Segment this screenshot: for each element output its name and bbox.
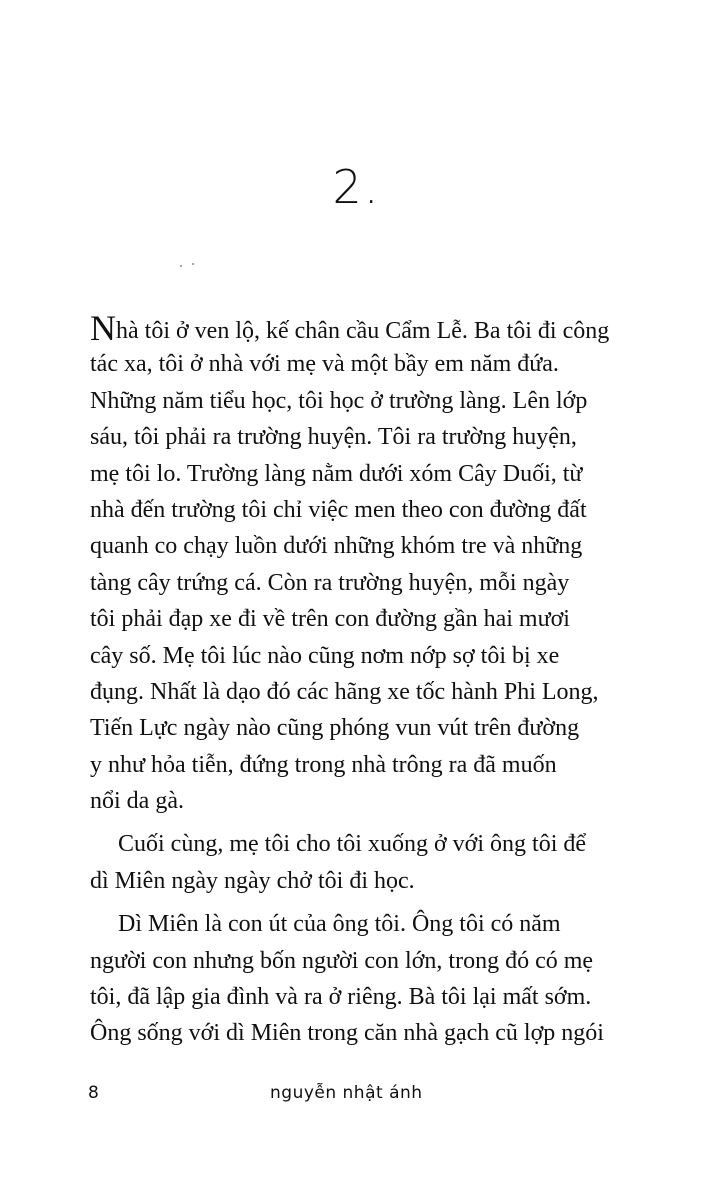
text-line: quanh co chạy luồn dưới những khóm tre và những	[90, 533, 583, 560]
text-line: cây số. Mẹ tôi lúc nào cũng nơm nớp sợ tôi bị xe	[90, 642, 560, 669]
paragraph-gap	[90, 899, 620, 906]
paragraph	[90, 310, 620, 819]
chapter-number: 2.	[332, 160, 381, 214]
text-line: tôi phải đạp xe đi về trên con đường gần hai mươi	[90, 606, 570, 633]
scan-speck	[192, 263, 194, 265]
text-line: tôi, đã lập gia đình và ra ở riêng. Bà tôi lại mất sớm.	[90, 984, 592, 1011]
text-line: mẹ tôi lo. Trường làng nằm dưới xóm Cây Duối, từ	[90, 460, 583, 487]
text-line	[90, 310, 620, 346]
text-line: sáu, tôi phải ra trường huyện. Tôi ra trường huyện,	[90, 424, 577, 451]
text-line: Cuối cùng, mẹ tôi cho tôi xuống ở với ông tôi để	[118, 831, 587, 858]
text-line: nhà đến trường tôi chỉ việc men theo con đường đất	[90, 496, 587, 523]
text-line: đụng. Nhất là dạo đó các hãng xe tốc hành Phi Long,	[90, 678, 599, 705]
text-line: tác xa, tôi ở nhà với mẹ và một bầy em năm đứa.	[90, 351, 559, 378]
paragraph-gap	[90, 819, 620, 826]
text-line: nổi da gà.	[90, 788, 184, 815]
text-line-rest: hà tôi ở ven lộ, kế chân cầu Cẩm Lễ. Ba tôi đi công	[116, 318, 610, 344]
text-line: Tiến Lực ngày nào cũng phóng vun vút trên đường	[90, 715, 580, 742]
text-line: Những năm tiểu học, tôi học ở trường làng. Lên lớp	[90, 387, 588, 414]
body-text	[90, 310, 620, 1052]
text-line: người con nhưng bốn người con lớn, trong đó có mẹ	[90, 947, 594, 974]
text-line: Dì Miên là con út của ông tôi. Ông tôi có năm	[118, 911, 561, 938]
running-footer-author: nguyễn nhật ánh	[270, 1083, 423, 1103]
text-line: tàng cây trứng cá. Còn ra trường huyện, mỗi ngày	[90, 569, 570, 596]
paragraph	[90, 906, 620, 1052]
page-number: 8	[88, 1083, 99, 1103]
text-line: Ông sống với dì Miên trong căn nhà gạch cũ lợp ngói	[90, 1020, 604, 1047]
paragraph	[90, 826, 620, 899]
text-line: dì Miên ngày ngày chở tôi đi học.	[90, 867, 415, 894]
drop-cap: N	[90, 308, 116, 348]
scan-speck	[180, 265, 182, 267]
text-line: y như hỏa tiễn, đứng trong nhà trông ra đã muốn	[90, 751, 557, 778]
